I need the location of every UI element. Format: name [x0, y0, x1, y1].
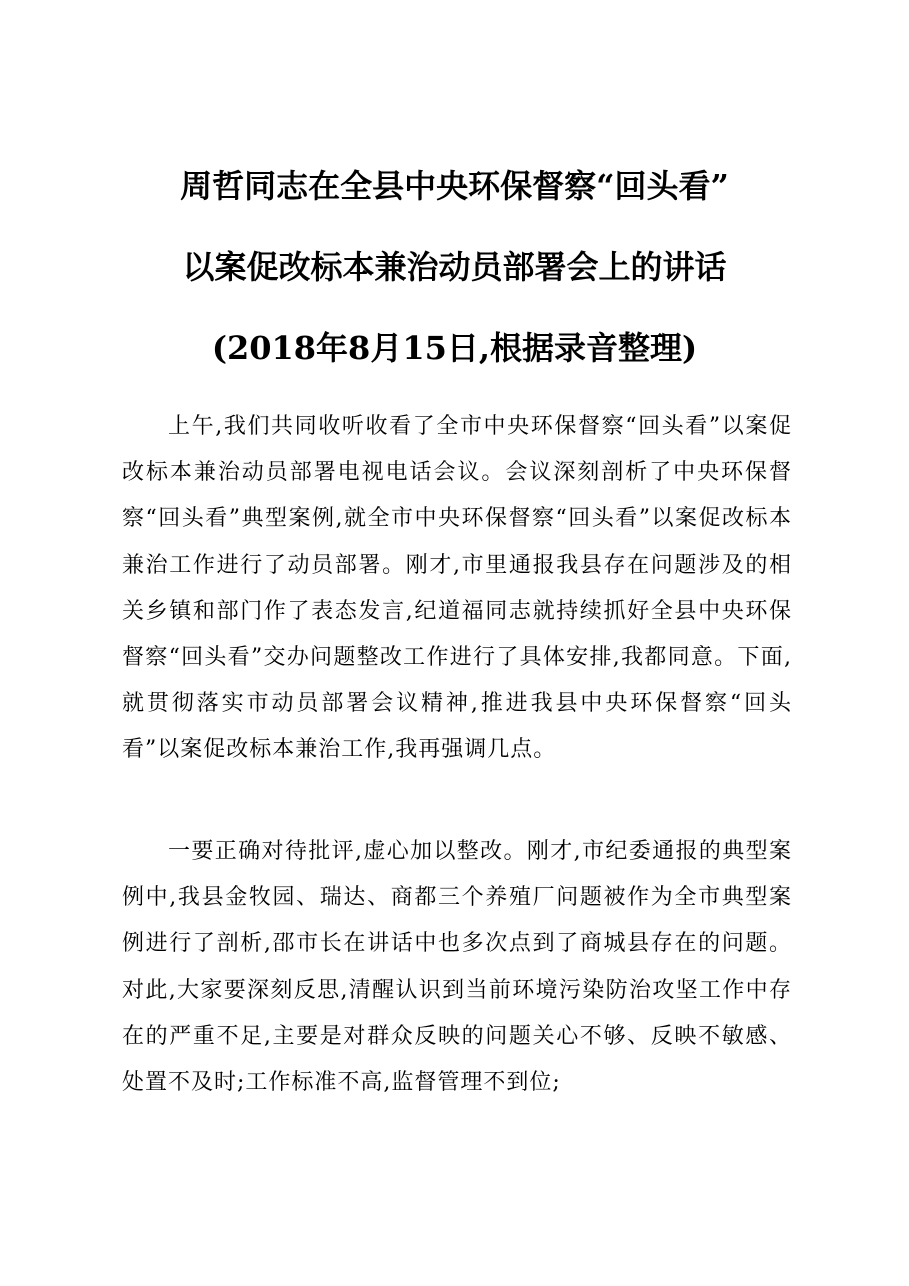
- document-date-note: (2018年8月15日,根据录音整理): [211, 329, 698, 367]
- body-paragraph-1-block: [122, 404, 792, 774]
- body-paragraph-2-block: [122, 829, 792, 1129]
- document-title-line-1: 周哲同志在全县中央环保督察“回头看”: [180, 167, 729, 205]
- body-paragraph: 一要正确对待批评,虚心加以整改。刚才,市纪委通报的典型案例中,我县金牧园、瑞达、商都三个养殖厂问题被作为全市典型案例进行了剖析,邵市长在讲话中也多次点到了商城县存在的问题。对此,大家要深刻反思,清醒认识到当前环境污染防治攻坚工作中存在的严重不足,主要是对群众反映的问题关心不够、反映不敏感、处置不及时;工作标准不高,监督管理不到位;: [122, 839, 792, 1096]
- document-title-line-2: 以案促改标本兼治动员部署会上的讲话: [182, 248, 727, 286]
- body-paragraph: 上午,我们共同收听收看了全市中央环保督察“回头看”以案促改标本兼治动员部署电视电话会议。会议深刻剖析了中央环保督察“回头看”典型案例,就全市中央环保督察“回头看”以案促改标本兼治工作进行了动员部署。刚才,市里通报我县存在问题涉及的相关乡镇和部门作了表态发言,纪道福同志就持续抓好全县中央环保督察“回头看”交办问题整改工作进行了具体安排,我都同意。下面,就贯彻落实市动员部署会议精神,推进我县中央环保督察“回头看”以案促改标本兼治工作,我再强调几点。: [122, 414, 792, 763]
